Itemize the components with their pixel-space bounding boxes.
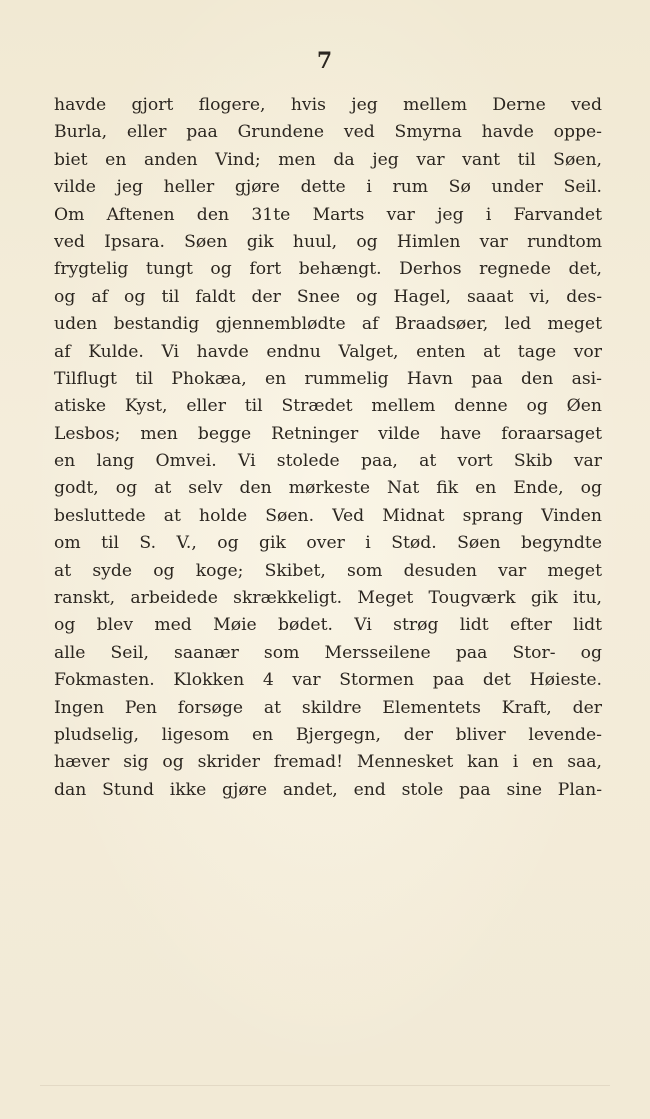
text-line: hæver sig og skrider fremad! Mennesket kan i en saa,: [54, 752, 602, 773]
text-line: at syde og koge; Skibet, som desuden var meget: [54, 560, 602, 581]
text-line: pludselig, ligesom en Bjergegn, der bliver levende-: [54, 724, 602, 745]
text-line: frygtelig tungt og fort behængt. Derhos regnede det,: [54, 259, 602, 280]
text-line: af Kulde. Vi havde endnu Valget, enten at tage vor: [54, 341, 602, 362]
text-line: besluttede at holde Søen. Ved Midnat sprang Vinden: [54, 505, 602, 526]
text-line: og blev med Møie bødet. Vi strøg lidt efter lidt: [54, 615, 602, 636]
text-line: Lesbos; men begge Retninger vilde have foraarsaget: [54, 423, 602, 444]
text-line: om til S. V., og gik over i Stød. Søen begyndte: [54, 533, 602, 554]
text-line: Burla, eller paa Grundene ved Smyrna havde oppe-: [54, 122, 602, 143]
page-edge-shadow: [40, 1085, 610, 1086]
text-line: godt, og at selv den mørkeste Nat fik en Ende, og: [54, 478, 602, 499]
text-line: en lang Omvei. Vi stolede paa, at vort Skib var: [54, 451, 602, 472]
text-line: Om Aftenen den 31te Marts var jeg i Farvandet: [54, 204, 602, 225]
text-line: Tilflugt til Phokæa, en rummelig Havn paa den asi-: [54, 368, 602, 389]
text-line: alle Seil, saanær som Mersseilene paa Stor- og: [54, 642, 602, 663]
text-line: Ingen Pen forsøge at skildre Elementets Kraft, der: [54, 697, 602, 718]
text-line: atiske Kyst, eller til Strædet mellem denne og Øen: [54, 396, 602, 417]
text-line: biet en anden Vind; men da jeg var vant til Søen,: [54, 149, 602, 170]
text-line: ranskt, arbeidede skrækkeligt. Meget Tougværk gik itu,: [54, 588, 602, 609]
text-line: vilde jeg heller gjøre dette i rum Sø under Seil.: [54, 177, 602, 198]
text-line: ved Ipsara. Søen gik huul, og Himlen var rundtom: [54, 231, 602, 252]
text-line: havde gjort flogere, hvis jeg mellem Derne ved: [54, 95, 602, 115]
text-line: uden bestandig gjennemblødte af Braadsøer, led meget: [54, 314, 602, 335]
text-line: dan Stund ikke gjøre andet, end stole paa sine Plan-: [54, 779, 602, 800]
text-line: Fokmasten. Klokken 4 var Stormen paa det Høieste.: [54, 670, 602, 691]
text-line: og af og til faldt der Snee og Hagel, saaat vi, des-: [54, 286, 602, 307]
page-number: 7: [316, 48, 334, 74]
body-text: [54, 92, 602, 804]
